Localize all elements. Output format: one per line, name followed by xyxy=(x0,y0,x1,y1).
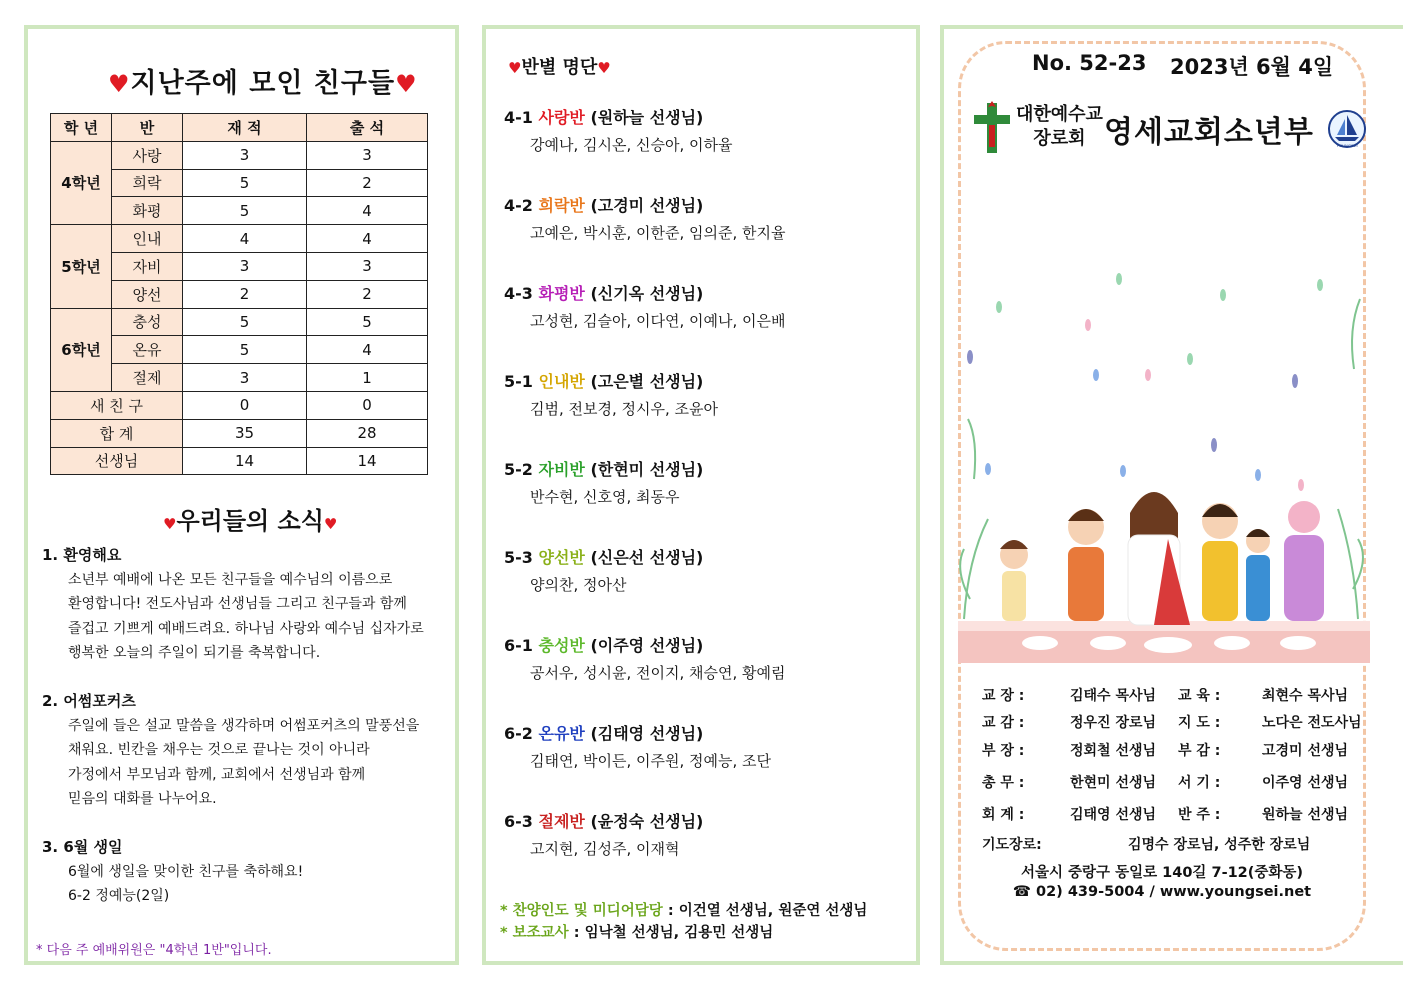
grade-cell: 4학년 xyxy=(51,141,112,224)
staff-role: 총 무 : xyxy=(982,775,1025,791)
assistant-teacher-line xyxy=(500,921,773,942)
issue-number: No. 52-23 xyxy=(1032,51,1147,75)
summary-label: 선생님 xyxy=(51,447,183,475)
issue-date: 2023년 6월 4일 xyxy=(1170,55,1334,79)
staff-person: 최현수 목사님 xyxy=(1262,688,1349,704)
class-number: 6-1 xyxy=(504,636,533,655)
class-entry xyxy=(504,457,703,507)
attendance-title xyxy=(108,61,418,100)
news-heading: 1. 환영해요 xyxy=(42,546,122,564)
class-teacher: (고은별 선생님) xyxy=(590,372,704,391)
panel-edge xyxy=(1378,25,1403,965)
attended-cell: 3 xyxy=(307,252,428,280)
class-number: 4-3 xyxy=(504,284,533,303)
news-line: 즐겁고 기쁘게 예배드려요. 하나님 사랑와 예수님 십자가로 xyxy=(68,620,424,637)
header-grade: 학 년 xyxy=(51,114,112,142)
class-roster-panel xyxy=(482,25,920,965)
class-members: 공서우, 성시윤, 전이지, 채승연, 황예림 xyxy=(530,664,786,682)
class-name: 자비반 xyxy=(538,460,585,479)
news-title xyxy=(163,501,337,536)
staff-role: 교 감 : xyxy=(982,715,1025,731)
heart-icon: ♥ xyxy=(323,515,338,533)
enrolled-cell: 5 xyxy=(183,336,307,364)
news-item xyxy=(42,689,442,812)
denomination xyxy=(1016,103,1103,151)
class-members: 고지현, 김성주, 이재혁 xyxy=(530,840,680,858)
class-cell: 충성 xyxy=(112,308,183,336)
class-members: 고예은, 박시훈, 이한준, 임의준, 한지율 xyxy=(530,224,786,242)
roster-title-text: 반별 명단 xyxy=(521,57,598,78)
heart-icon: ♥ xyxy=(508,59,522,77)
church-contact: ☎ 02) 439-5004 / www.youngsei.net xyxy=(1012,884,1312,900)
class-teacher: (원하늘 선생님) xyxy=(590,108,704,127)
attended-cell: 4 xyxy=(307,336,428,364)
enrolled-cell: 14 xyxy=(183,447,307,475)
attended-cell: 2 xyxy=(307,169,428,197)
table-row xyxy=(51,225,428,253)
class-entry xyxy=(504,281,786,331)
table-row xyxy=(51,308,428,336)
staff-role: 반 주 : xyxy=(1178,807,1221,823)
class-number: 6-2 xyxy=(504,724,533,743)
class-name: 인내반 xyxy=(538,372,585,391)
class-cell: 화평 xyxy=(112,197,183,225)
denomination-line: 장로회 xyxy=(1033,128,1086,149)
praise-label: * 찬양인도 및 미디어담당 xyxy=(500,903,663,919)
enrolled-cell: 4 xyxy=(183,225,307,253)
class-name: 화평반 xyxy=(538,284,585,303)
news-item xyxy=(42,835,442,909)
next-week-footnote: * 다음 주 예배위원은 "4학년 1반"입니다. xyxy=(36,943,272,958)
class-teacher: (한현미 선생님) xyxy=(590,460,704,479)
enrolled-cell: 35 xyxy=(183,419,307,447)
sailboat-logo-icon xyxy=(1327,109,1367,149)
class-cell: 희락 xyxy=(112,169,183,197)
class-number: 5-2 xyxy=(504,460,533,479)
staff-person: 정우진 장로님 xyxy=(1070,715,1157,731)
heart-icon: ♥ xyxy=(163,515,177,533)
class-teacher: (고경미 선생님) xyxy=(590,196,704,215)
class-entry xyxy=(504,369,718,419)
summary-label: 합 계 xyxy=(51,419,183,447)
staff-role: 지 도 : xyxy=(1178,715,1221,731)
roster-title xyxy=(508,53,611,79)
staff-role: 서 기 : xyxy=(1178,775,1221,791)
enrolled-cell: 3 xyxy=(183,252,307,280)
header-enrolled: 재 적 xyxy=(183,114,307,142)
denomination-line: 대한예수교 xyxy=(1016,104,1103,125)
prayer-label: 기도장로: xyxy=(982,837,1042,853)
class-number: 4-2 xyxy=(504,196,533,215)
news-item xyxy=(42,543,442,666)
class-entry xyxy=(504,633,786,683)
staff-role: 부 감 : xyxy=(1178,743,1221,759)
attended-cell: 5 xyxy=(307,308,428,336)
table-row xyxy=(51,141,428,169)
class-cell: 자비 xyxy=(112,252,183,280)
class-name: 사랑반 xyxy=(538,108,585,127)
news-line: 주일에 들은 설교 말씀을 생각하며 어썸포커츠의 말풍선을 xyxy=(68,717,420,734)
class-entry xyxy=(504,545,703,595)
staff-person: 김태수 목사님 xyxy=(1070,688,1157,704)
news-line: 6월에 생일을 맞이한 친구를 축하해요! xyxy=(68,863,304,880)
news-line: 가정에서 부모님과 함께, 교회에서 선생님과 함께 xyxy=(68,766,366,783)
cross-logo-icon xyxy=(972,101,1012,155)
attended-cell: 1 xyxy=(307,364,428,392)
enrolled-cell: 3 xyxy=(183,141,307,169)
class-entry xyxy=(504,193,786,243)
class-cell: 인내 xyxy=(112,225,183,253)
enrolled-cell: 0 xyxy=(183,391,307,419)
church-name: 영세교회소년부 xyxy=(1104,115,1314,150)
confetti-dots xyxy=(967,273,1323,491)
class-cell: 절제 xyxy=(112,364,183,392)
staff-person: 김태영 선생님 xyxy=(1070,807,1157,823)
church-address: 서울시 중랑구 동일로 140길 7-12(중화동) xyxy=(1020,865,1304,881)
class-number: 6-3 xyxy=(504,812,533,831)
grade-cell: 5학년 xyxy=(51,225,112,308)
staff-person: 한현미 선생님 xyxy=(1070,775,1157,791)
attended-cell: 4 xyxy=(307,197,428,225)
news-heading: 2. 어썸포커츠 xyxy=(42,692,136,710)
staff-role: 회 계 : xyxy=(982,807,1025,823)
class-teacher: (신은선 선생님) xyxy=(590,548,704,567)
enrolled-cell: 3 xyxy=(183,364,307,392)
class-cell: 온유 xyxy=(112,336,183,364)
enrolled-cell: 5 xyxy=(183,169,307,197)
logo-text: YOUNGSEI xyxy=(1336,143,1358,148)
class-name: 충성반 xyxy=(538,636,585,655)
attended-cell: 28 xyxy=(307,419,428,447)
news-line: 행복한 오늘의 주일이 되기를 축복합니다. xyxy=(68,645,321,661)
news-line: 6-2 정예능(2일) xyxy=(68,888,170,904)
class-cell: 사랑 xyxy=(112,141,183,169)
class-members: 강예나, 김시온, 신승아, 이하율 xyxy=(530,136,733,154)
staff-role: 교 장 : xyxy=(982,688,1025,704)
staff-person: 이주영 선생님 xyxy=(1262,775,1349,791)
staff-role: 부 장 : xyxy=(982,743,1025,759)
heart-icon: ♥ xyxy=(597,59,611,77)
cover-panel xyxy=(940,25,1380,965)
class-number: 4-1 xyxy=(504,108,533,127)
class-teacher: (이주영 선생님) xyxy=(590,636,704,655)
news-line: 채워요. 빈칸을 채우는 것으로 끝나는 것이 아니라 xyxy=(68,742,370,758)
class-name: 절제반 xyxy=(538,812,585,831)
class-cell: 양선 xyxy=(112,280,183,308)
attended-cell: 2 xyxy=(307,280,428,308)
attendance-table xyxy=(50,113,428,475)
attendance-panel xyxy=(24,25,459,965)
assistant-label: * 보조교사 xyxy=(500,925,569,941)
enrolled-cell: 5 xyxy=(183,308,307,336)
class-members: 김범, 전보경, 정시우, 조윤아 xyxy=(530,400,718,418)
children-figures xyxy=(1000,492,1324,625)
class-members: 김태연, 박이든, 이주원, 정예능, 조단 xyxy=(530,752,772,770)
table-row xyxy=(51,447,428,475)
news-title-text: 우리들의 소식 xyxy=(176,507,324,535)
staff-person: 고경미 선생님 xyxy=(1262,743,1349,759)
class-name: 온유반 xyxy=(538,724,585,743)
header-class: 반 xyxy=(112,114,183,142)
attended-cell: 4 xyxy=(307,225,428,253)
attended-cell: 0 xyxy=(307,391,428,419)
class-teacher: (신기옥 선생님) xyxy=(590,284,704,303)
prayer-value: 김명수 장로님, 성주한 장로님 xyxy=(1128,837,1311,853)
enrolled-cell: 2 xyxy=(183,280,307,308)
class-teacher: (윤정숙 선생님) xyxy=(590,812,704,831)
attended-cell: 14 xyxy=(307,447,428,475)
jesus-with-children-illustration xyxy=(958,259,1370,663)
class-members: 고성현, 김슬아, 이다연, 이예나, 이은배 xyxy=(530,312,786,330)
staff-role: 교 육 : xyxy=(1178,688,1221,704)
class-number: 5-3 xyxy=(504,548,533,567)
assistant-value: : 임낙철 선생님, 김용민 선생님 xyxy=(568,925,774,941)
grade-cell: 6학년 xyxy=(51,308,112,391)
class-number: 5-1 xyxy=(504,372,533,391)
class-entry xyxy=(504,721,771,771)
praise-value: : 이건열 선생님, 원준연 선생님 xyxy=(662,903,868,919)
table-row xyxy=(51,419,428,447)
staff-person: 정회철 선생님 xyxy=(1070,743,1157,759)
enrolled-cell: 5 xyxy=(183,197,307,225)
attendance-title-text: 지난주에 모인 친구들 xyxy=(130,68,396,99)
class-name: 양선반 xyxy=(538,548,585,567)
news-line: 환영합니다! 전도사님과 선생님들 그리고 친구들과 함께 xyxy=(68,596,407,612)
staff-person: 원하늘 선생님 xyxy=(1262,807,1349,823)
summary-label: 새 친 구 xyxy=(51,391,183,419)
class-teacher: (김태영 선생님) xyxy=(590,724,704,743)
heart-icon: ♥ xyxy=(108,69,131,98)
class-entry xyxy=(504,105,733,155)
attended-cell: 3 xyxy=(307,141,428,169)
class-name: 희락반 xyxy=(538,196,585,215)
class-members: 양의찬, 정아산 xyxy=(530,576,627,594)
table-row xyxy=(51,391,428,419)
praise-leader-line xyxy=(500,899,867,920)
news-heading: 3. 6월 생일 xyxy=(42,838,123,856)
news-line: 소년부 예배에 나온 모든 친구들을 예수님의 이름으로 xyxy=(68,571,393,588)
header-attended: 출 석 xyxy=(307,114,428,142)
news-line: 믿음의 대화를 나누어요. xyxy=(68,791,217,807)
staff-person: 노다은 전도사님 xyxy=(1262,715,1362,731)
class-entry xyxy=(504,809,703,859)
heart-icon: ♥ xyxy=(395,69,418,98)
class-members: 반수현, 신호영, 최동우 xyxy=(530,488,680,506)
